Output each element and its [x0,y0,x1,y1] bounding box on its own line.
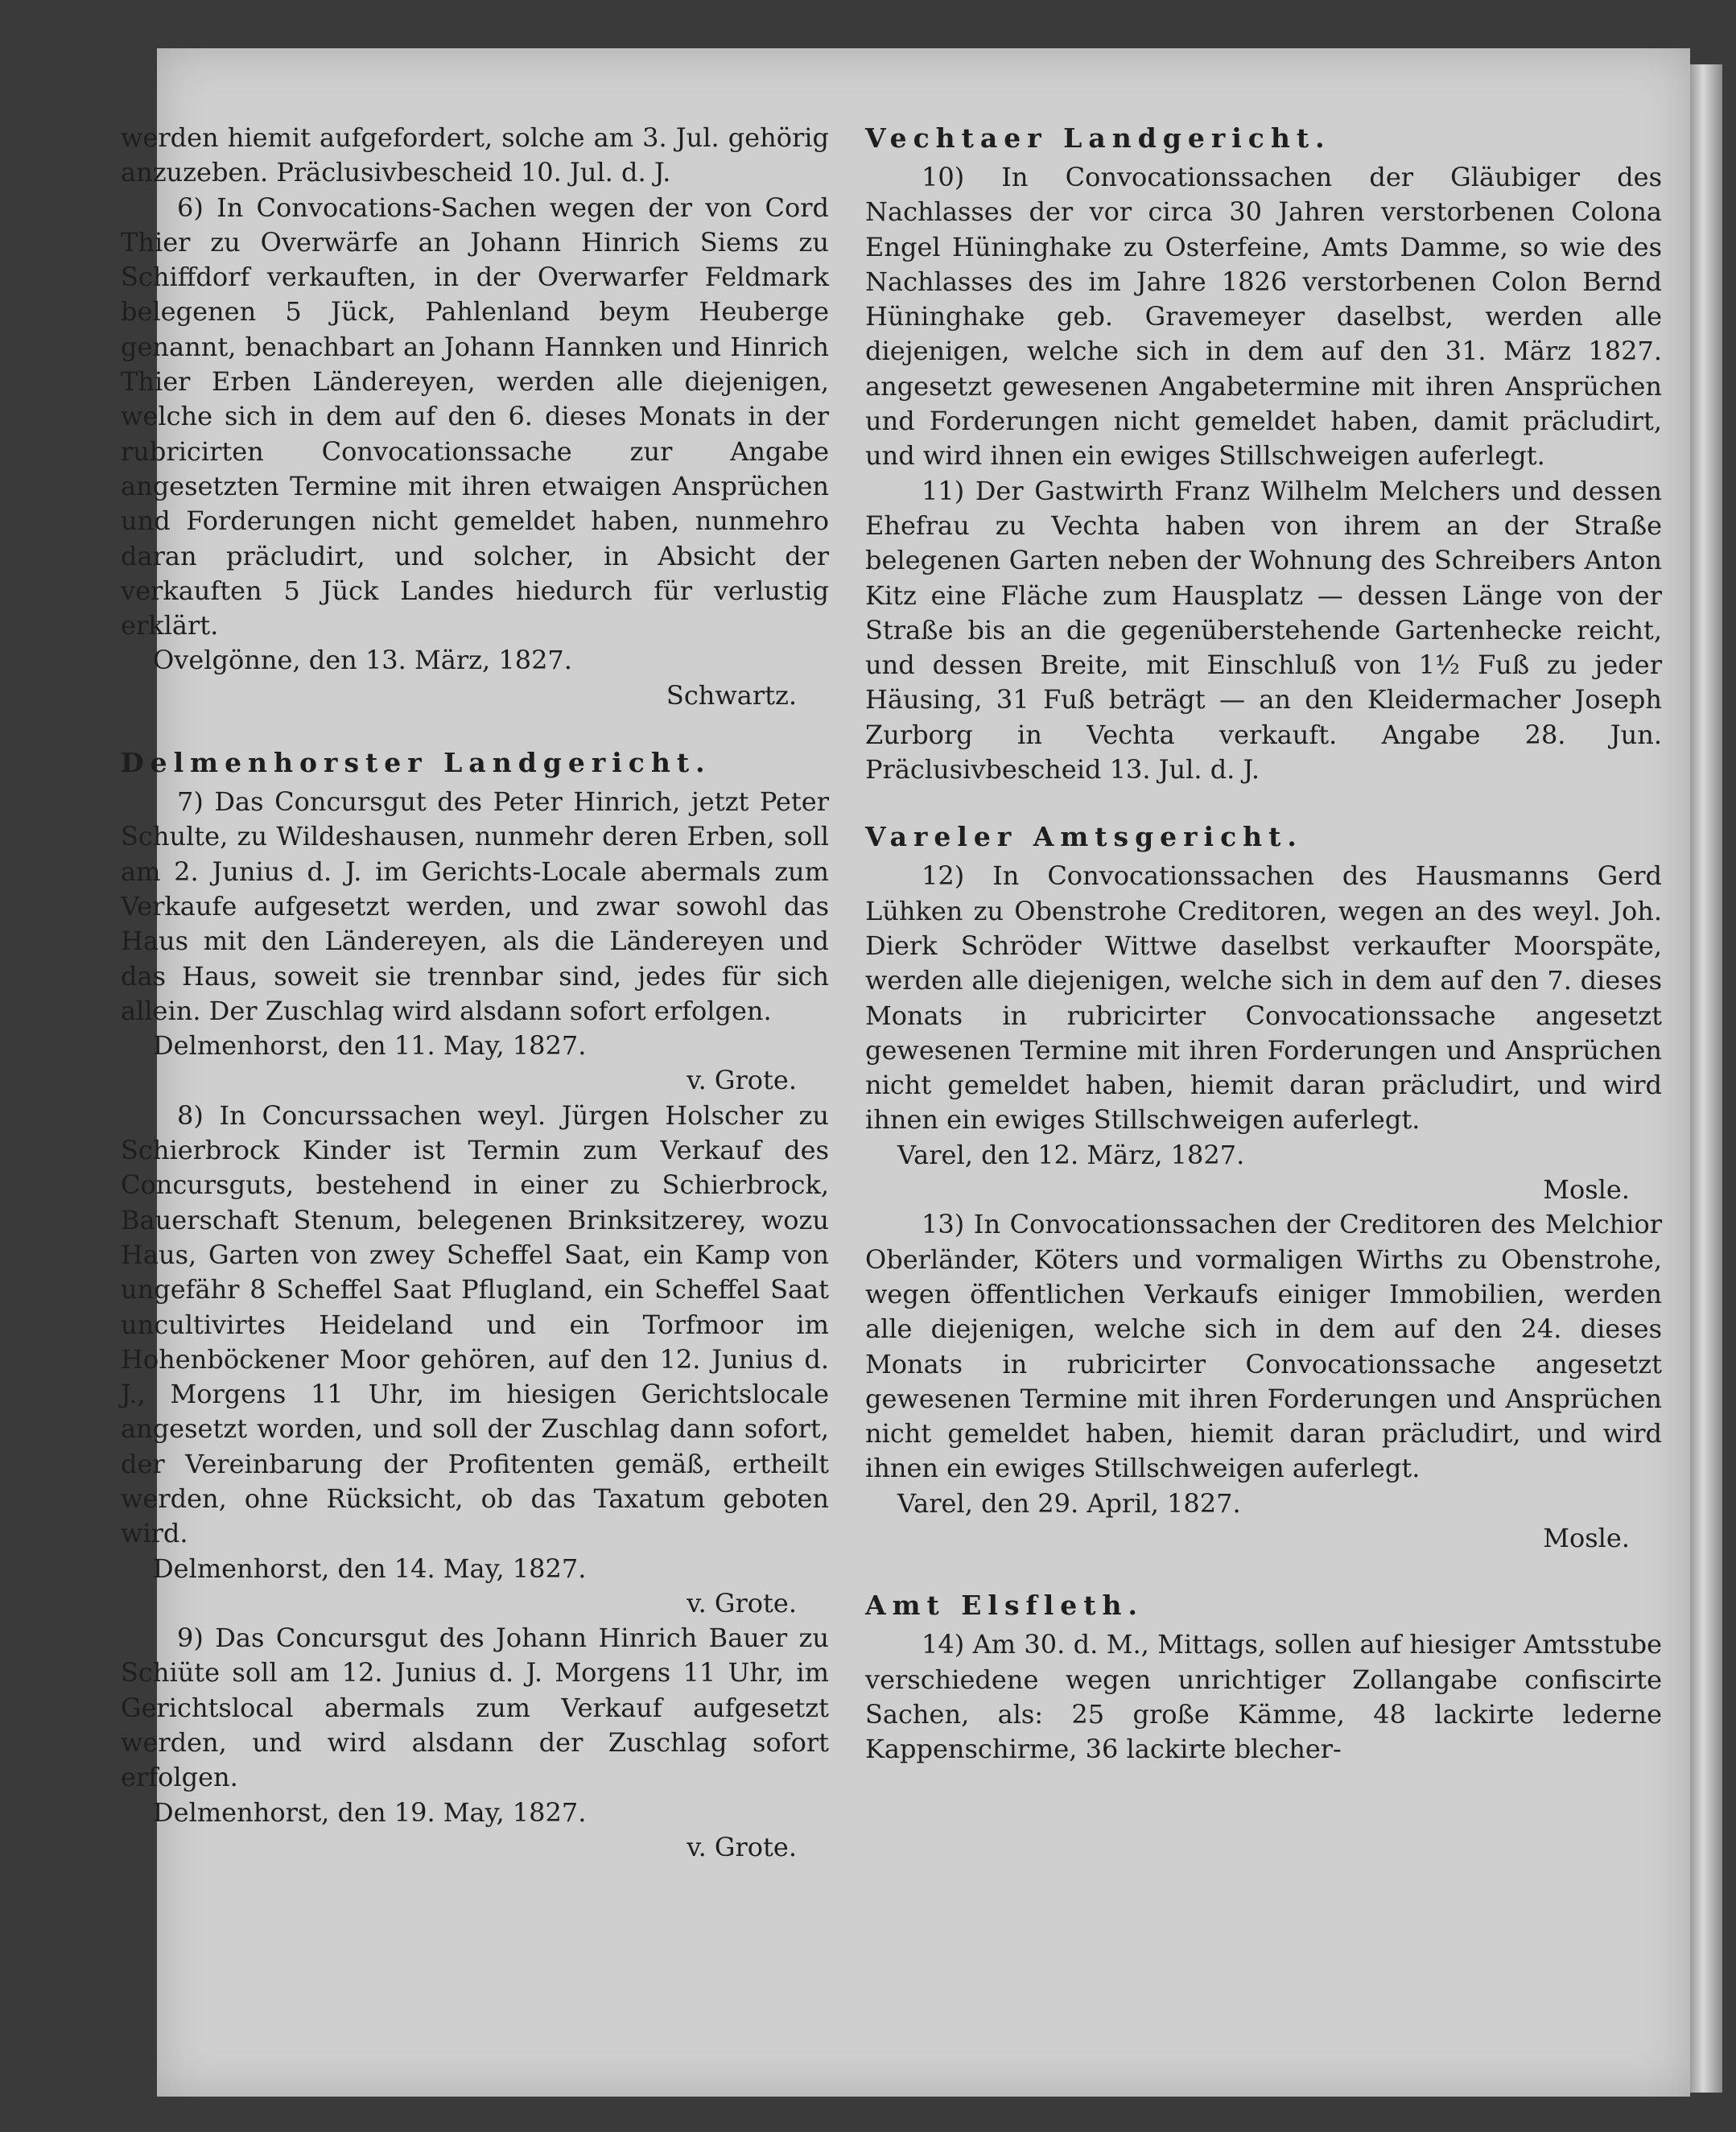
page-edge [1690,64,1722,2093]
paragraph-continuation: werden hiemit aufgefordert, solche am 3. Jul. gehörig anzuzeben. Präclusivbescheid 10. Jul. d. J. [121,122,829,188]
place-date: Varel, den 12. März, 1827. [897,1139,1245,1170]
place-date: Delmenhorst, den 19. May, 1827. [153,1796,587,1828]
signature: Schwartz. [666,679,797,711]
signature: Mosle. [1543,1522,1630,1553]
paragraph-13: 13) In Convocationssachen der Creditoren des Melchior Oberländer, Köters und vormaligen Wirths zu Obenstrohe, wegen öffentlichen Verkaufs einiger Immobilien, werden alle diejenigen, welche sich in dem auf den 24. dieses Monats in rubricirter Convocationssache angesetzt gewesenen Termine mit ihren Forderungen und Ansprüchen nicht gemeldet haben, hiemit daran präcludirt, und wird ihnen ein ewiges Stillschweigen auferlegt. [865,1209,1662,1484]
place-date: Ovelgönne, den 13. März, 1827. [153,645,572,676]
signature: v. Grote. [687,1587,797,1619]
place-date: Varel, den 29. April, 1827. [897,1487,1241,1519]
paragraph-9: 9) Das Concursgut des Johann Hinrich Bauer zu Schiüte soll am 12. Junius d. J. Morgens 11 Uhr, im Gerichtslocal abermals zum Verkauf aufgesetzt werden, und wird alsdann der Zuschlag sofort erfolgen. [121,1623,829,1793]
section-heading: Vareler Amtsgericht. [865,821,1303,853]
signature: v. Grote. [687,1065,797,1096]
paragraph-6: 6) In Convocations-Sachen wegen der von Cord Thier zu Overwärfe an Johann Hinrich Siems zu Schiffdorf verkauften, in der Overwarfer Feldmark belegenen 5 Jück, Pahlenland beym Heuberge genannt, benachbart an Johann Hannken und Hinrich Thier Erben Ländereyen, werden alle diejenigen, welche sich in dem auf den 6. dieses Monats in der rubricirten Convocationssache zur Angabe angesetzten Termine mit ihren etwaigen Ansprüchen und Forderungen nicht gemeldet haben, nunmehro daran präcludirt, und solcher, in Absicht der verkauften 5 Jück Landes hiedurch für verlustig erklärt. [121,192,829,641]
paragraph-11: 11) Der Gastwirth Franz Wilhelm Melchers und dessen Ehefrau zu Vechta haben von ihrem an der Straße belegenen Garten neben der Wohnung des Schreibers Anton Kitz eine Fläche zum Hausplatz — dessen Länge von der Straße bis an die gegenüberstehende Gartenhecke reicht, und dessen Breite, mit Einschluß von 1½ Fuß zu jeder Häusing, 31 Fuß beträgt — an den Kleidermacher Joseph Zurborg in Vechta verkauft. Angabe 28. Jun. Präclusivbescheid 13. Jul. d. J. [865,475,1662,786]
paragraph-10: 10) In Convocationssachen der Gläubiger des Nachlasses der vor circa 30 Jahren verstorbenen Colona Engel Hüninghake zu Osterfeine, Amts Damme, so wie des Nachlasses des im Jahre 1826 verstorbenen Colon Bernd Hüninghake geb. Gravemeyer daselbst, werden alle diejenigen, welche sich in dem auf den 31. März 1827. angesetzt gewesenen Angabetermine mit ihren Ansprüchen und Forderungen nicht gemeldet haben, damit präcludirt, und wird ihnen ein ewiges Stillschweigen auferlegt. [865,162,1662,472]
paragraph-14: 14) Am 30. d. M., Mittags, sollen auf hiesiger Amtsstube verschiedene wegen unrichtiger Zollangabe confiscirte Sachen, als: 25 große Kämme, 48 lackirte lederne Kappenschirme, 36 lackirte blecher- [865,1629,1662,1765]
section-heading: Amt Elsfleth. [865,1590,1144,1622]
signature: v. Grote. [687,1831,797,1862]
place-date: Delmenhorst, den 14. May, 1827. [153,1553,587,1584]
left-column [121,121,829,1865]
place-date: Delmenhorst, den 11. May, 1827. [153,1030,587,1062]
signature: Mosle. [1543,1174,1630,1206]
section-heading: Delmenhorster Landgericht. [121,747,711,779]
paragraph-7: 7) Das Concursgut des Peter Hinrich, jetzt Peter Schulte, zu Wildeshausen, nunmehr deren Erben, soll am 2. Junius d. J. im Gerichts-Locale abermals zum Verkaufe aufgesetzt werden, und zwar sowohl das Haus mit den Ländereyen, als die Ländereyen und das Haus, soweit sie trennbar sind, jedes für sich allein. Der Zuschlag wird alsdann sofort erfolgen. [121,786,829,1026]
right-column [865,121,1662,1767]
section-heading: Vechtaer Landgericht. [865,122,1331,154]
paragraph-8: 8) In Concurssachen weyl. Jürgen Holscher zu Schierbrock Kinder ist Termin zum Verkauf des Concursguts, bestehend in einer zu Schierbrock, Bauerschaft Stenum, belegenen Brinksitzerey, wozu Haus, Garten von zwey Scheffel Saat, ein Kamp von ungefähr 8 Scheffel Saat Pflugland, ein Scheffel Saat uncultivirtes Heideland und ein Torfmoor im Hohenböckener Moor gehören, auf den 12. Junius d. J., Morgens 11 Uhr, im hiesigen Gerichtslocale angesetzt worden, und soll der Zuschlag dann sofort, der Vereinbarung der Profitenten gemäß, ertheilt werden, ohne Rücksicht, ob das Taxatum geboten wird. [121,1099,829,1549]
paragraph-12: 12) In Convocationssachen des Hausmanns Gerd Lühken zu Obenstrohe Creditoren, wegen an des weyl. Joh. Dierk Schröder Wittwe daselbst verkaufter Moorspäte, werden alle diejenigen, welche sich in dem auf den 7. dieses Monats in rubricirter Convocationssache angesetzt gewesenen Termine mit ihren Forderungen und Ansprüchen nicht gemeldet haben, hiemit daran präcludirt, und wird ihnen ein ewiges Stillschweigen auferlegt. [865,860,1662,1136]
